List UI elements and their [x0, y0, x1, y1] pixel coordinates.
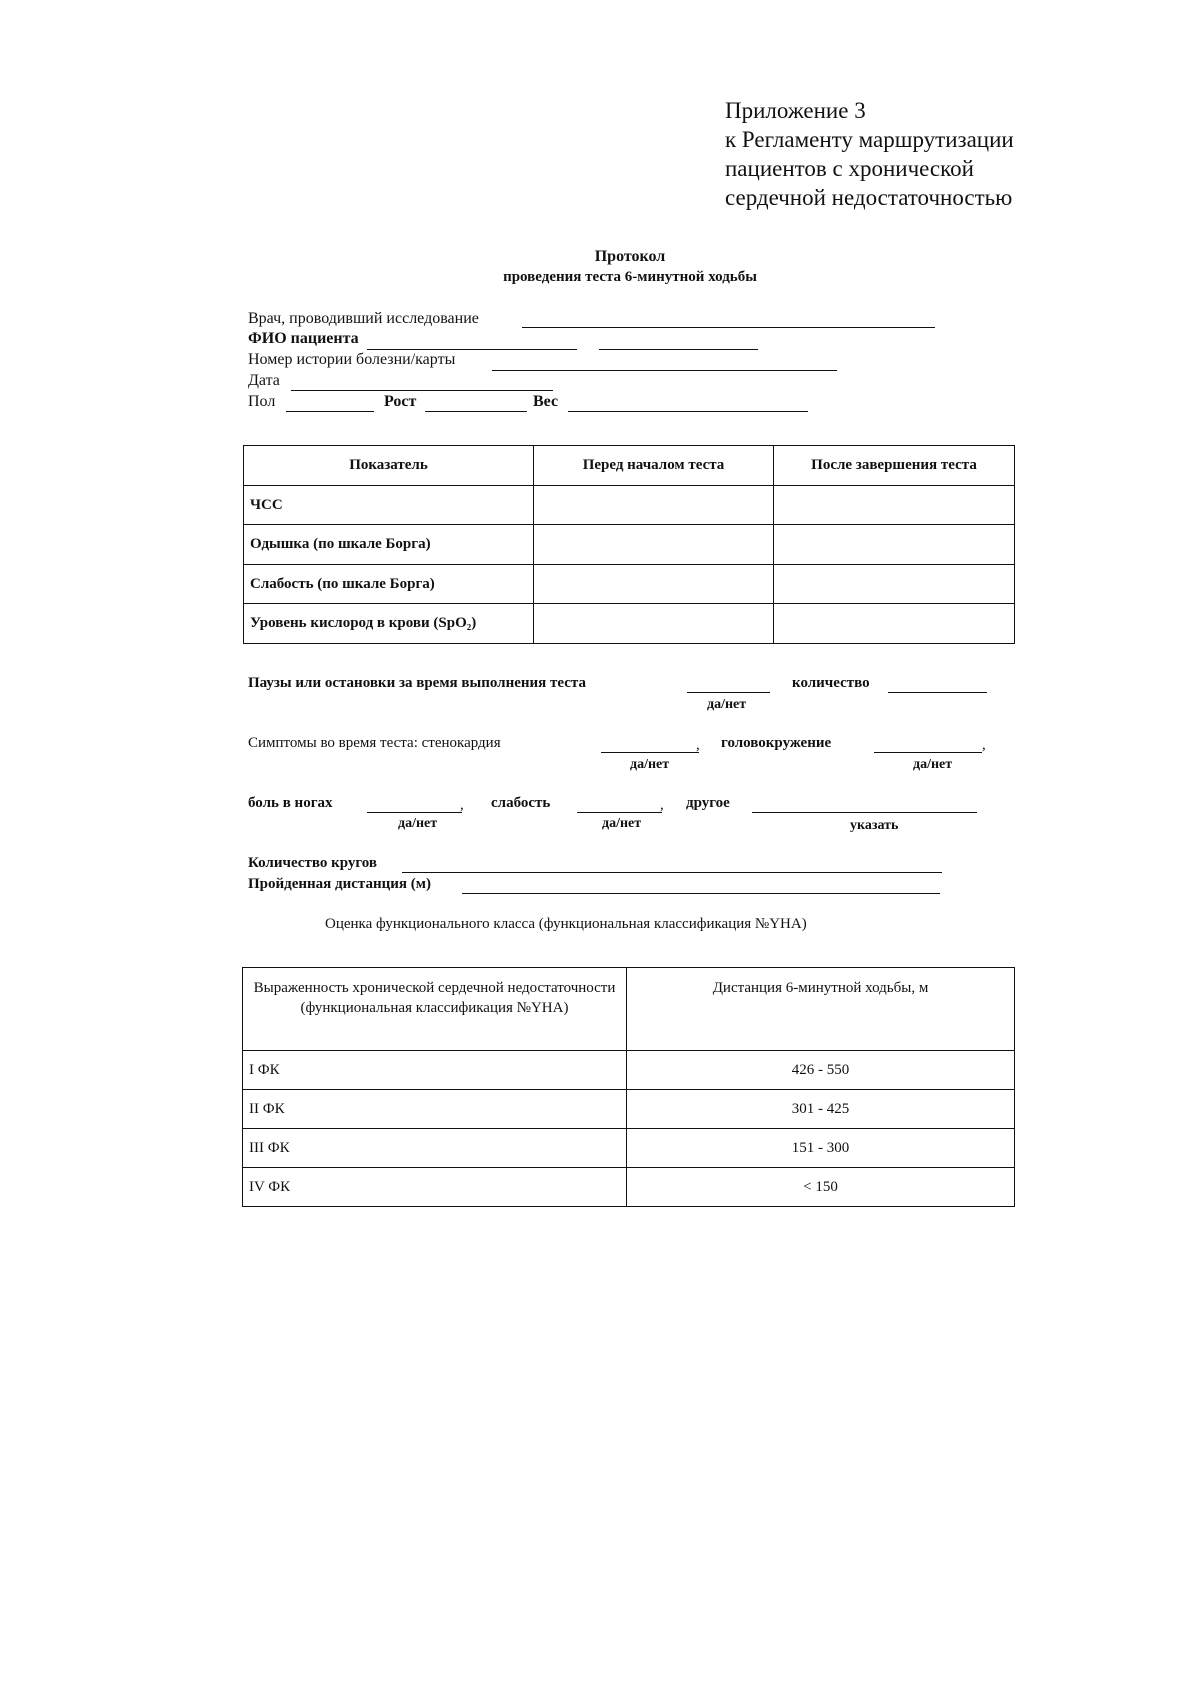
- sex-field-line[interactable]: [286, 411, 374, 412]
- weakness-label: слабость: [491, 795, 551, 811]
- record-label: Номер истории болезни/карты: [248, 351, 456, 368]
- cell-after[interactable]: [774, 486, 1015, 525]
- cell-before[interactable]: [534, 486, 774, 525]
- fc-distance: 151 - 300: [627, 1129, 1015, 1168]
- cell-before[interactable]: [534, 565, 774, 604]
- row-label: ЧСС: [244, 486, 534, 525]
- dizziness-field-line[interactable]: [874, 752, 982, 753]
- protocol-title: Протокол: [594, 248, 666, 265]
- dizziness-hint: да/нет: [913, 757, 953, 772]
- height-label: Рост: [384, 393, 417, 410]
- record-field-line[interactable]: [492, 370, 837, 371]
- cell-after[interactable]: [774, 565, 1015, 604]
- pauses-count-line[interactable]: [888, 692, 987, 693]
- date-label: Дата: [248, 372, 280, 389]
- cell-after[interactable]: [774, 525, 1015, 565]
- table-row: [243, 1129, 1015, 1168]
- sex-label: Пол: [248, 393, 276, 410]
- table-row: [243, 1168, 1015, 1207]
- table-row: [244, 604, 1015, 644]
- table-row: [243, 1051, 1015, 1090]
- doctor-field-line[interactable]: [522, 327, 935, 328]
- fc-class: II ФК: [243, 1090, 627, 1129]
- assessment-title: Оценка функционального класса (функциональная классификация №YHA): [325, 916, 807, 932]
- cell-before[interactable]: [534, 604, 774, 644]
- fc-distance: 301 - 425: [627, 1090, 1015, 1129]
- row-label: Слабость (по шкале Борга): [244, 565, 534, 604]
- angina-hint: да/нет: [630, 757, 670, 772]
- table-header-row: [244, 446, 1015, 486]
- other-field-line[interactable]: [752, 812, 977, 813]
- patient-label: ФИО пациента: [248, 330, 359, 347]
- header-distance: Дистанция 6-минутной ходьбы, м: [627, 968, 1015, 1051]
- header-after: После завершения теста: [774, 446, 1015, 486]
- table-row: [244, 486, 1015, 525]
- leg-pain-hint: да/нет: [398, 816, 438, 831]
- indicators-table: [243, 445, 1015, 644]
- other-label: другое: [686, 795, 730, 811]
- other-hint: указать: [850, 818, 899, 833]
- appendix-line-3: пациентов с хронической: [725, 156, 974, 181]
- laps-field-line[interactable]: [402, 872, 942, 873]
- row-label: Уровень кислород в крови (SpO₂): [244, 604, 534, 644]
- appendix-line-4: сердечной недостаточностью: [725, 185, 1013, 210]
- patient-field-line-2[interactable]: [599, 349, 758, 350]
- fc-distance: < 150: [627, 1168, 1015, 1207]
- appendix-line-2: к Регламенту маршрутизации: [725, 127, 1014, 152]
- leg-pain-field-line[interactable]: [367, 812, 462, 813]
- pauses-field-line[interactable]: [687, 692, 770, 693]
- pauses-count-label: количество: [792, 675, 870, 691]
- pauses-hint: да/нет: [707, 697, 747, 712]
- table-row: [244, 565, 1015, 604]
- patient-field-line[interactable]: [367, 349, 577, 350]
- doctor-label: Врач, проводивший исследование: [248, 310, 479, 327]
- weight-label: Вес: [533, 393, 559, 410]
- table-row: [244, 525, 1015, 565]
- pauses-label: Паузы или остановки за время выполнения теста: [248, 675, 586, 691]
- date-field-line[interactable]: [291, 390, 553, 391]
- fc-class: I ФК: [243, 1051, 627, 1090]
- fc-class: III ФК: [243, 1129, 627, 1168]
- header-severity: Выраженность хронической сердечной недостаточности (функциональная классификация №YHA): [243, 968, 627, 1051]
- height-field-line[interactable]: [425, 411, 527, 412]
- angina-field-line[interactable]: [601, 752, 699, 753]
- fc-distance: 426 - 550: [627, 1051, 1015, 1090]
- distance-field-line[interactable]: [462, 893, 940, 894]
- dizziness-label: головокружение: [721, 735, 832, 751]
- protocol-subtitle: проведения теста 6-минутной ходьбы: [503, 269, 757, 285]
- distance-label: Пройденная дистанция (м): [248, 876, 431, 892]
- functional-class-table: [242, 967, 1015, 1207]
- laps-label: Количество кругов: [248, 855, 378, 871]
- header-indicator: Показатель: [244, 446, 534, 486]
- row-label: Одышка (по шкале Борга): [244, 525, 534, 565]
- header-before: Перед началом теста: [534, 446, 774, 486]
- fc-class: IV ФК: [243, 1168, 627, 1207]
- appendix-line-1: Приложение 3: [725, 98, 866, 123]
- weakness-hint: да/нет: [602, 816, 642, 831]
- appendix-note: [725, 96, 1014, 212]
- cell-before[interactable]: [534, 525, 774, 565]
- cell-after[interactable]: [774, 604, 1015, 644]
- symptoms-label: Симптомы во время теста: стенокардия: [248, 735, 501, 751]
- table-header-row: [243, 968, 1015, 1051]
- leg-pain-label: боль в ногах: [248, 795, 333, 811]
- table-row: [243, 1090, 1015, 1129]
- weakness-field-line[interactable]: [577, 812, 662, 813]
- weight-field-line[interactable]: [568, 411, 808, 412]
